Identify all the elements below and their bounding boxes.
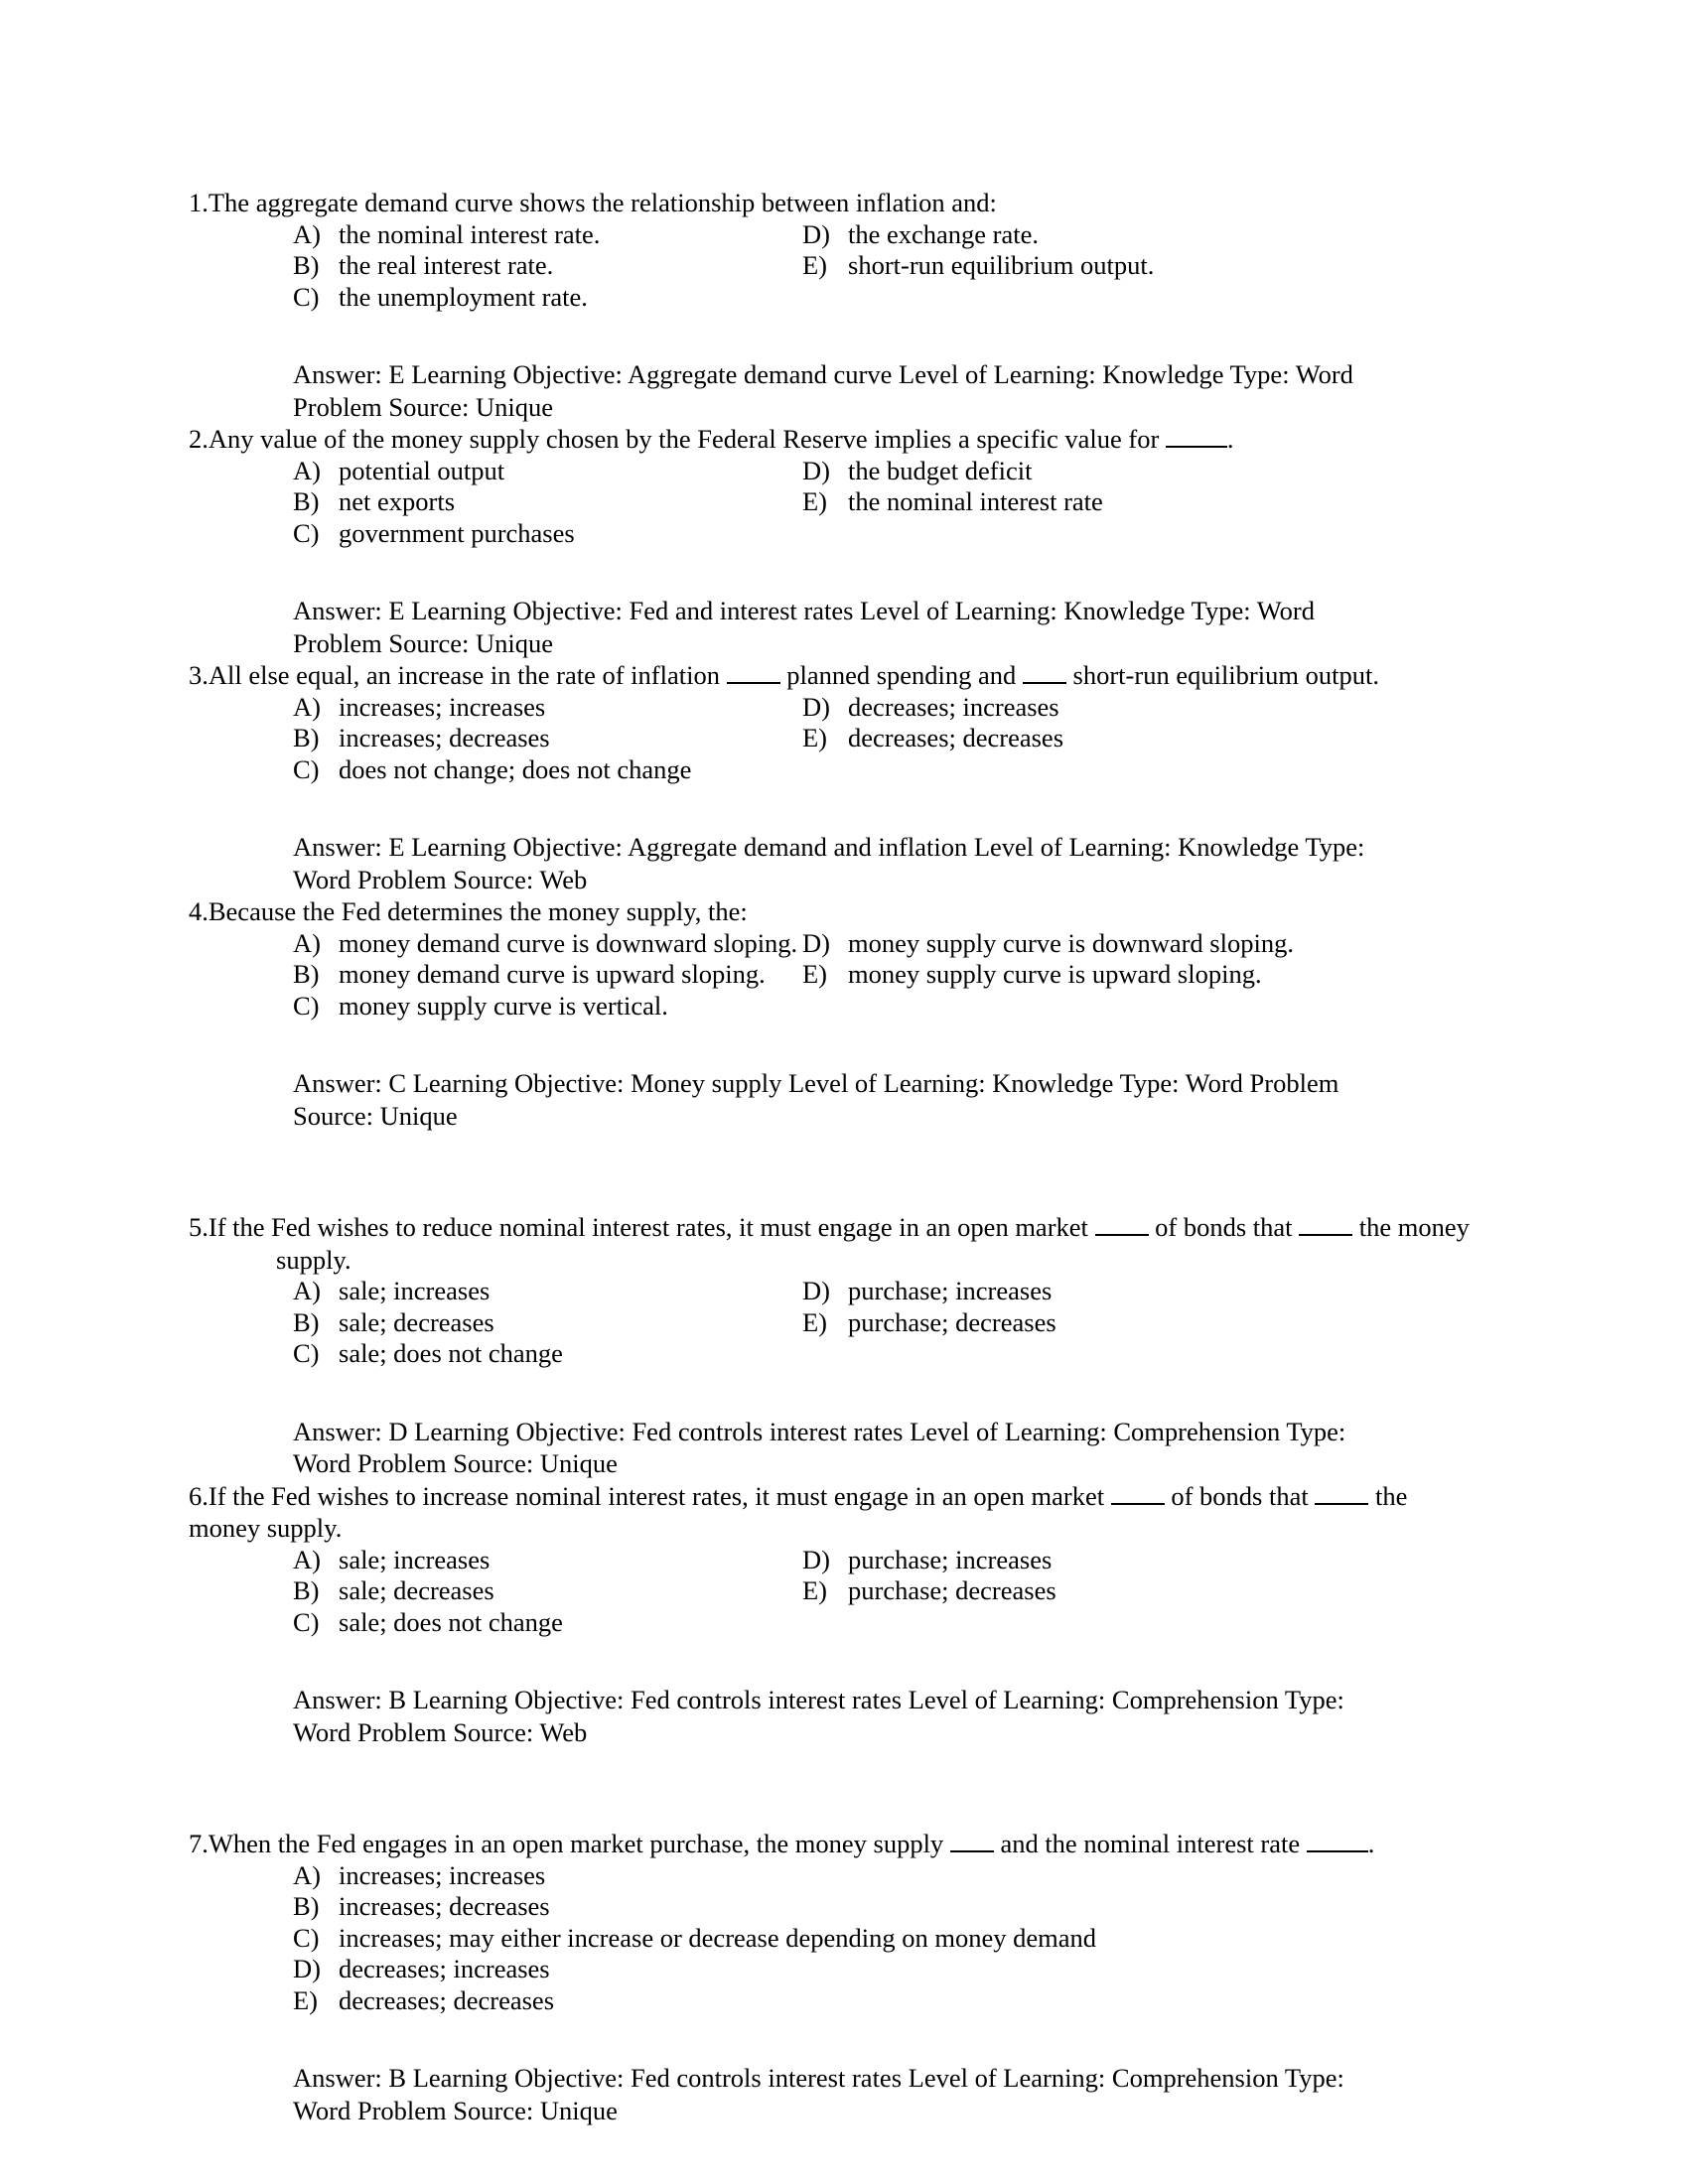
options-list-5 (189, 1276, 1479, 1370)
option-letter: B) (293, 1306, 320, 1337)
option-text: does not change; does not change (339, 753, 692, 784)
option-letter: B) (293, 486, 320, 516)
option-2-d[interactable] (784, 456, 1380, 487)
question-stem-5 (189, 1211, 1479, 1276)
option-letter: A) (293, 927, 321, 958)
question-block-4 (189, 895, 1479, 1132)
options-list-4 (189, 928, 1479, 1023)
question-text-5-post: the (1358, 1212, 1392, 1242)
fill-blank (1307, 1850, 1368, 1852)
option-text: the exchange rate. (848, 218, 1040, 249)
spacer (189, 1022, 1479, 1067)
question-stem-7 (189, 1828, 1479, 1860)
spacer (189, 785, 1479, 831)
question-text-5-mid: of bonds that (1155, 1212, 1293, 1242)
option-text: government purchases (339, 517, 575, 548)
option-2-b[interactable] (189, 486, 784, 518)
option-text: the nominal interest rate. (339, 218, 601, 249)
option-text: the unemployment rate. (339, 281, 588, 312)
option-text: money demand curve is downward sloping. (339, 927, 798, 958)
option-text: money supply curve is downward sloping. (848, 927, 1294, 958)
option-letter: D) (802, 1544, 830, 1574)
question-number-6: 6. (189, 1480, 209, 1511)
option-text: decreases; increases (848, 691, 1059, 722)
option-text: the nominal interest rate (848, 486, 1103, 516)
answer-metadata-line-1: Answer: E Learning Objective: Fed and interest rates Level of Learning: Knowledge Type: Word (293, 596, 1315, 625)
option-1-a[interactable] (189, 219, 784, 251)
fill-blank (950, 1850, 994, 1852)
question-number-3: 3. (189, 660, 209, 690)
question-stem-1 (189, 187, 1479, 219)
question-text-3-post: short-run equilibrium output. (1072, 660, 1379, 690)
option-letter: E) (802, 250, 828, 280)
option-letter: E) (802, 723, 828, 752)
option-text: purchase; decreases (848, 1306, 1056, 1337)
option-letter: C) (293, 1922, 320, 1953)
option-letter: C) (293, 517, 320, 548)
question-number-5: 5. (189, 1212, 209, 1242)
question-text-7-mid: and the nominal interest rate (1000, 1829, 1301, 1858)
option-letter: E) (802, 1575, 828, 1605)
answer-block-1 (189, 358, 1479, 423)
question-text-6-mid: of bonds that (1171, 1480, 1309, 1511)
question-block-5 (189, 1211, 1479, 1480)
question-stem-6 (189, 1480, 1479, 1545)
option-text: decreases; decreases (339, 1984, 555, 2015)
answer-metadata-line-2: Word Problem Source: Web (293, 864, 588, 894)
option-text: money supply curve is vertical. (339, 990, 668, 1021)
question-number-2: 2. (189, 424, 209, 454)
fill-blank (1023, 682, 1066, 684)
option-2-c[interactable] (189, 518, 784, 550)
fill-blank (1299, 1234, 1352, 1236)
option-letter: E) (802, 1306, 828, 1337)
answer-metadata-line-2: Word Problem Source: Unique (293, 1448, 618, 1478)
question-block-1 (189, 187, 1479, 423)
option-text: sale; decreases (339, 1306, 494, 1337)
answer-block-7 (189, 2062, 1479, 2126)
question-text-7: When the Fed engages in an open market purchase, the money supply (208, 1829, 944, 1858)
option-4-e[interactable] (784, 959, 1380, 991)
option-3-d[interactable] (784, 692, 1380, 724)
options-list-1 (189, 219, 1479, 314)
option-text: increases; increases (339, 691, 546, 722)
fill-blank (1111, 1503, 1165, 1505)
question-text-3: All else equal, an increase in the rate of inflation (208, 660, 720, 690)
question-text-2-post: . (1226, 424, 1234, 454)
question-block-6 (189, 1480, 1479, 1749)
answer-block-3 (189, 831, 1479, 895)
option-text: purchase; increases (848, 1544, 1053, 1574)
option-7-a[interactable] (189, 1860, 1380, 1892)
option-text: the budget deficit (848, 455, 1033, 485)
spacer (189, 1132, 1479, 1211)
question-text-6-wrap: money supply. (189, 1513, 343, 1543)
fill-blank (1166, 446, 1227, 448)
option-text: short-run equilibrium output. (848, 250, 1155, 280)
option-5-d[interactable] (784, 1276, 1380, 1307)
option-4-c[interactable] (189, 991, 784, 1023)
option-text: sale; does not change (339, 1338, 563, 1368)
question-text-7-post: . (1367, 1829, 1375, 1858)
option-letter: E) (802, 486, 828, 516)
option-letter: D) (802, 1276, 830, 1305)
option-text: purchase; decreases (848, 1575, 1056, 1605)
option-3-e[interactable] (784, 723, 1380, 754)
option-text: sale; increases (339, 1276, 491, 1305)
question-stem-4 (189, 895, 1479, 928)
options-list-3 (189, 692, 1479, 786)
option-6-b[interactable] (189, 1575, 784, 1607)
question-text-5: If the Fed wishes to reduce nominal interest rates, it must engage in an open market (208, 1212, 1088, 1242)
question-text-2: Any value of the money supply chosen by the Federal Reserve implies a specific value for (208, 424, 1160, 454)
fill-blank (1315, 1503, 1368, 1505)
options-list-2 (189, 456, 1479, 550)
option-letter: A) (293, 691, 321, 722)
question-text-6: If the Fed wishes to increase nominal interest rates, it must engage in an open market (208, 1480, 1105, 1511)
answer-block-4 (189, 1067, 1479, 1132)
option-letter: B) (293, 959, 320, 989)
question-number-1: 1. (189, 188, 209, 217)
option-text: increases; increases (339, 1859, 546, 1890)
question-text-6-post: the (1374, 1480, 1408, 1511)
spacer (189, 313, 1479, 358)
option-text: the real interest rate. (339, 250, 554, 280)
answer-metadata-line-2: Problem Source: Unique (293, 391, 554, 422)
option-7-c[interactable] (189, 1923, 1380, 1955)
option-5-c[interactable] (189, 1338, 784, 1370)
option-letter: E) (293, 1984, 319, 2015)
answer-metadata-line-1: Answer: B Learning Objective: Fed controls interest rates Level of Learning: Comprehension Type: (293, 1685, 1344, 1714)
options-list-6 (189, 1545, 1479, 1639)
question-block-2 (189, 423, 1479, 659)
spacer (189, 1748, 1479, 1828)
option-letter: C) (293, 990, 320, 1021)
option-letter: B) (293, 250, 320, 280)
option-text: sale; decreases (339, 1575, 494, 1605)
option-letter: C) (293, 281, 320, 312)
option-text: sale; increases (339, 1544, 491, 1574)
option-letter: B) (293, 1575, 320, 1605)
answer-metadata-line-1: Answer: C Learning Objective: Money supply Level of Learning: Knowledge Type: Word Problem (293, 1068, 1339, 1098)
option-5-e[interactable] (784, 1307, 1380, 1339)
option-letter: B) (293, 1891, 320, 1921)
option-6-c[interactable] (189, 1607, 784, 1639)
option-2-a[interactable] (189, 456, 784, 487)
option-4-d[interactable] (784, 928, 1380, 960)
answer-metadata-line-1: Answer: B Learning Objective: Fed controls interest rates Level of Learning: Comprehension Type: (293, 2063, 1344, 2093)
question-text-5-wrap: money supply. (276, 1212, 1470, 1275)
option-text: decreases; decreases (848, 723, 1064, 752)
option-text: sale; does not change (339, 1606, 563, 1637)
spacer (189, 2016, 1479, 2062)
option-letter: A) (293, 1544, 321, 1574)
option-5-b[interactable] (189, 1307, 784, 1339)
option-text: increases; decreases (339, 1891, 550, 1921)
option-7-b[interactable] (189, 1891, 1380, 1923)
question-text-4: Because the Fed determines the money supply, the: (208, 896, 748, 926)
question-block-3 (189, 659, 1479, 895)
answer-block-2 (189, 595, 1479, 659)
option-letter: A) (293, 218, 321, 249)
option-text: increases; may either increase or decrease depending on money demand (339, 1922, 1097, 1953)
answer-metadata-line-2: Problem Source: Unique (293, 627, 554, 658)
option-text: decreases; increases (339, 1954, 550, 1983)
spacer (189, 549, 1479, 595)
question-text-3-mid: planned spending and (786, 660, 1017, 690)
option-1-e[interactable] (784, 250, 1380, 282)
option-letter: A) (293, 1859, 321, 1890)
option-1-c[interactable] (189, 282, 784, 314)
option-4-b[interactable] (189, 959, 784, 991)
option-text: purchase; increases (848, 1276, 1053, 1305)
answer-metadata-line-2: Word Problem Source: Web (293, 1716, 588, 1747)
option-6-d[interactable] (784, 1545, 1380, 1576)
option-letter: D) (802, 927, 830, 958)
option-text: increases; decreases (339, 723, 550, 752)
option-2-e[interactable] (784, 486, 1380, 518)
option-letter: C) (293, 1338, 320, 1368)
option-letter: C) (293, 1606, 320, 1637)
option-letter: D) (802, 691, 830, 722)
question-block-7 (189, 1828, 1479, 2126)
option-letter: D) (802, 455, 830, 485)
fill-blank (1095, 1234, 1149, 1236)
option-6-a[interactable] (189, 1545, 784, 1576)
option-7-e[interactable] (189, 1985, 1380, 2017)
option-letter: B) (293, 723, 320, 752)
answer-metadata-line-1: Answer: E Learning Objective: Aggregate demand and inflation Level of Learning: Knowledge Type: (293, 832, 1365, 862)
answer-block-5 (189, 1416, 1479, 1480)
option-letter: A) (293, 455, 321, 485)
fill-blank (727, 682, 780, 684)
option-1-d[interactable] (784, 219, 1380, 251)
options-list-7 (189, 1860, 1479, 2017)
option-1-b[interactable] (189, 250, 784, 282)
answer-block-6 (189, 1684, 1479, 1748)
option-text: potential output (339, 455, 505, 485)
option-text: money supply curve is upward sloping. (848, 959, 1262, 989)
question-stem-2 (189, 423, 1479, 456)
option-5-a[interactable] (189, 1276, 784, 1307)
answer-metadata-line-1: Answer: D Learning Objective: Fed controls interest rates Level of Learning: Comprehension Type: (293, 1416, 1346, 1446)
question-text-1: The aggregate demand curve shows the relationship between inflation and: (208, 188, 997, 217)
option-3-a[interactable] (189, 692, 784, 724)
document-body (189, 187, 1479, 2126)
spacer (189, 1370, 1479, 1416)
option-4-a[interactable] (189, 927, 798, 960)
option-letter: C) (293, 753, 320, 784)
option-letter: D) (802, 218, 830, 249)
answer-metadata-line-1: Answer: E Learning Objective: Aggregate demand curve Level of Learning: Knowledge Type: Word (293, 359, 1353, 389)
answer-metadata-line-2: Word Problem Source: Unique (293, 2095, 618, 2125)
option-3-b[interactable] (189, 723, 784, 754)
option-text: net exports (339, 486, 456, 516)
option-letter: D) (293, 1954, 321, 1983)
answer-metadata-line-2: Source: Unique (293, 1100, 458, 1131)
option-letter: A) (293, 1276, 321, 1305)
option-letter: E) (802, 959, 828, 989)
option-6-e[interactable] (784, 1575, 1380, 1607)
question-stem-3 (189, 659, 1479, 692)
option-7-d[interactable] (189, 1954, 1380, 1985)
option-text: money demand curve is upward sloping. (339, 959, 766, 989)
question-number-7: 7. (189, 1829, 209, 1858)
option-3-c[interactable] (189, 754, 784, 786)
question-number-4: 4. (189, 896, 209, 926)
spacer (189, 1638, 1479, 1684)
